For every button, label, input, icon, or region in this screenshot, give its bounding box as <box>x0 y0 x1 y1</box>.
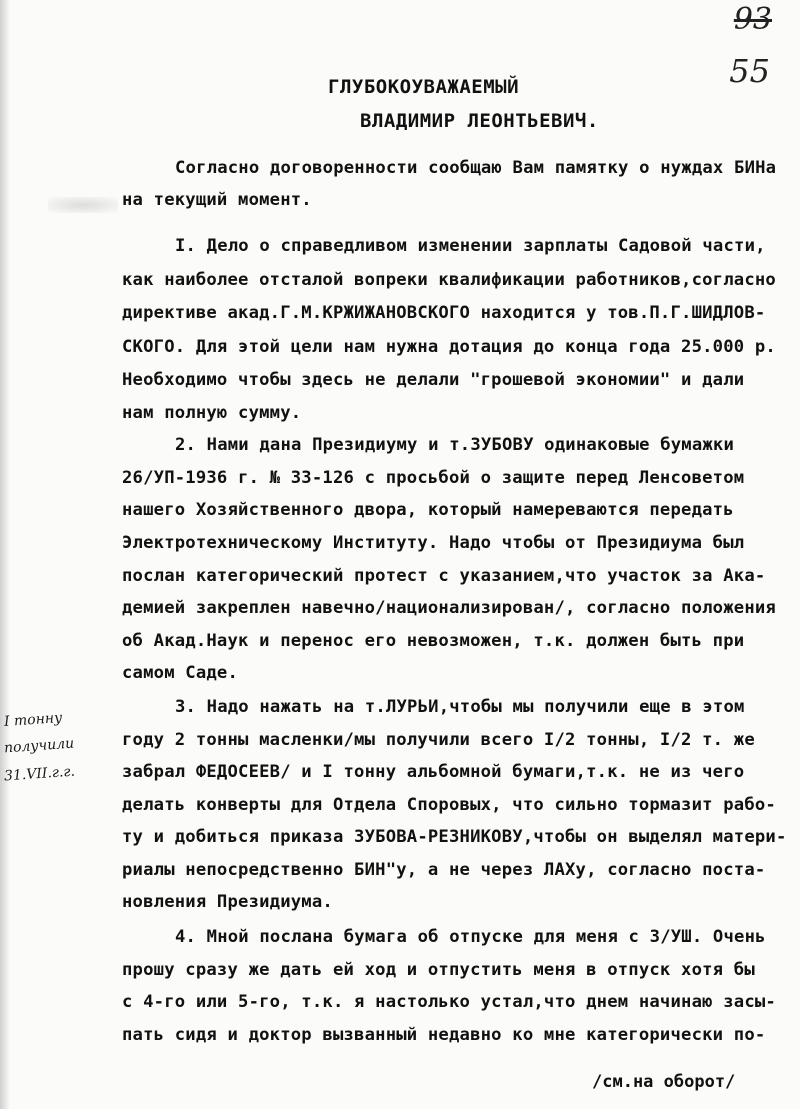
body-line: прошу сразу же дать ей ход и отпустить меня в отпуск хотя бы <box>122 960 755 980</box>
body-line: пать сидя и доктор вызванный недавно ко мне категорически по- <box>122 1025 766 1045</box>
body-line: делать конверты для Отдела Споровых, что сильно тормазит рабо- <box>122 795 776 815</box>
body-line: Электротехническому Институту. Надо чтобы от Президиума был <box>122 533 745 553</box>
salutation-line-1: ГЛУБОКОУВАЖАЕМЫЙ <box>328 76 520 98</box>
body-line: 26/УП-1936 г. № 33-126 с просьбой о защите перед Ленсоветом <box>122 468 745 488</box>
body-line: новления Президиума. <box>122 892 333 912</box>
body-line: демией закреплен навечно/национализирован/, согласно положения <box>122 598 776 618</box>
body-line: об Акад.Наук и перенос его невозможен, т.к. должен быть при <box>122 631 745 651</box>
body-line: риалы непосредственно БИН"у, а не через ЛАХу, согласно поста- <box>122 860 766 880</box>
page-edge-shadow <box>0 0 10 1109</box>
body-line: ту и добиться приказа ЗУБОВА-РЕЗНИКОВУ,чтобы он выделял матери- <box>122 827 787 847</box>
body-line: послан категорический протест с указанием,что участок за Ака- <box>122 566 766 586</box>
body-line: самом Саде. <box>122 663 239 683</box>
body-line: нашего Хозяйственного двора, который намереваются передать <box>122 500 734 520</box>
handwritten-margin-note: получили <box>3 735 75 757</box>
body-line: 4. Мной послана бумага об отпуске для меня с 3/УШ. Очень <box>175 927 766 947</box>
body-line: 3. Надо нажать на т.ЛУРЬИ,чтобы мы получили еще в этом <box>175 697 745 717</box>
body-line: с 4-го или 5-го, т.к. я настолько устал,что днем начинаю засы- <box>122 992 776 1012</box>
handwritten-margin-note: 31.VII.г.г. <box>3 763 76 785</box>
salutation-line-2: ВЛАДИМИР ЛЕОНТЬЕВИЧ. <box>360 110 599 132</box>
handwritten-margin-note: I тонну <box>3 709 63 731</box>
body-line: 2. Нами дана Президиуму и т.ЗУБОВУ одинаковые бумажки <box>175 435 735 455</box>
folio-old-number: 93 <box>733 2 772 37</box>
folio-new-number: 55 <box>729 52 770 90</box>
body-line: на текущий момент. <box>122 190 312 210</box>
body-line: нам полную сумму. <box>122 403 302 423</box>
body-line: I. Дело о справедливом изменении зарплаты Садовой части, <box>175 236 766 256</box>
body-line: СКОГО. Для этой цели нам нужна дотация до конца года 25.000 р. <box>122 337 776 357</box>
body-line: Согласно договоренности сообщаю Вам памятку о нуждах БИНа <box>175 158 777 178</box>
body-line: забрал ФЕДОСЕЕВ/ и I тонну альбомной бумаги,т.к. не из чего <box>122 762 745 782</box>
body-line: Необходимо чтобы здесь не делали "грошевой экономии" и дали <box>122 370 745 390</box>
body-line: директиве акад.Г.М.КРЖИЖАНОВСКОГО находится у тов.П.Г.ШИДЛОВ- <box>122 303 766 323</box>
ink-smudge <box>48 197 118 213</box>
continued-overleaf-note: /см.на оборот/ <box>592 1072 736 1092</box>
body-line: году 2 тонны масленки/мы получили всего I/2 тонны, I/2 т. же <box>122 730 755 750</box>
body-line: как наиболее отсталой вопреки квалификации работников,согласно <box>122 270 776 290</box>
